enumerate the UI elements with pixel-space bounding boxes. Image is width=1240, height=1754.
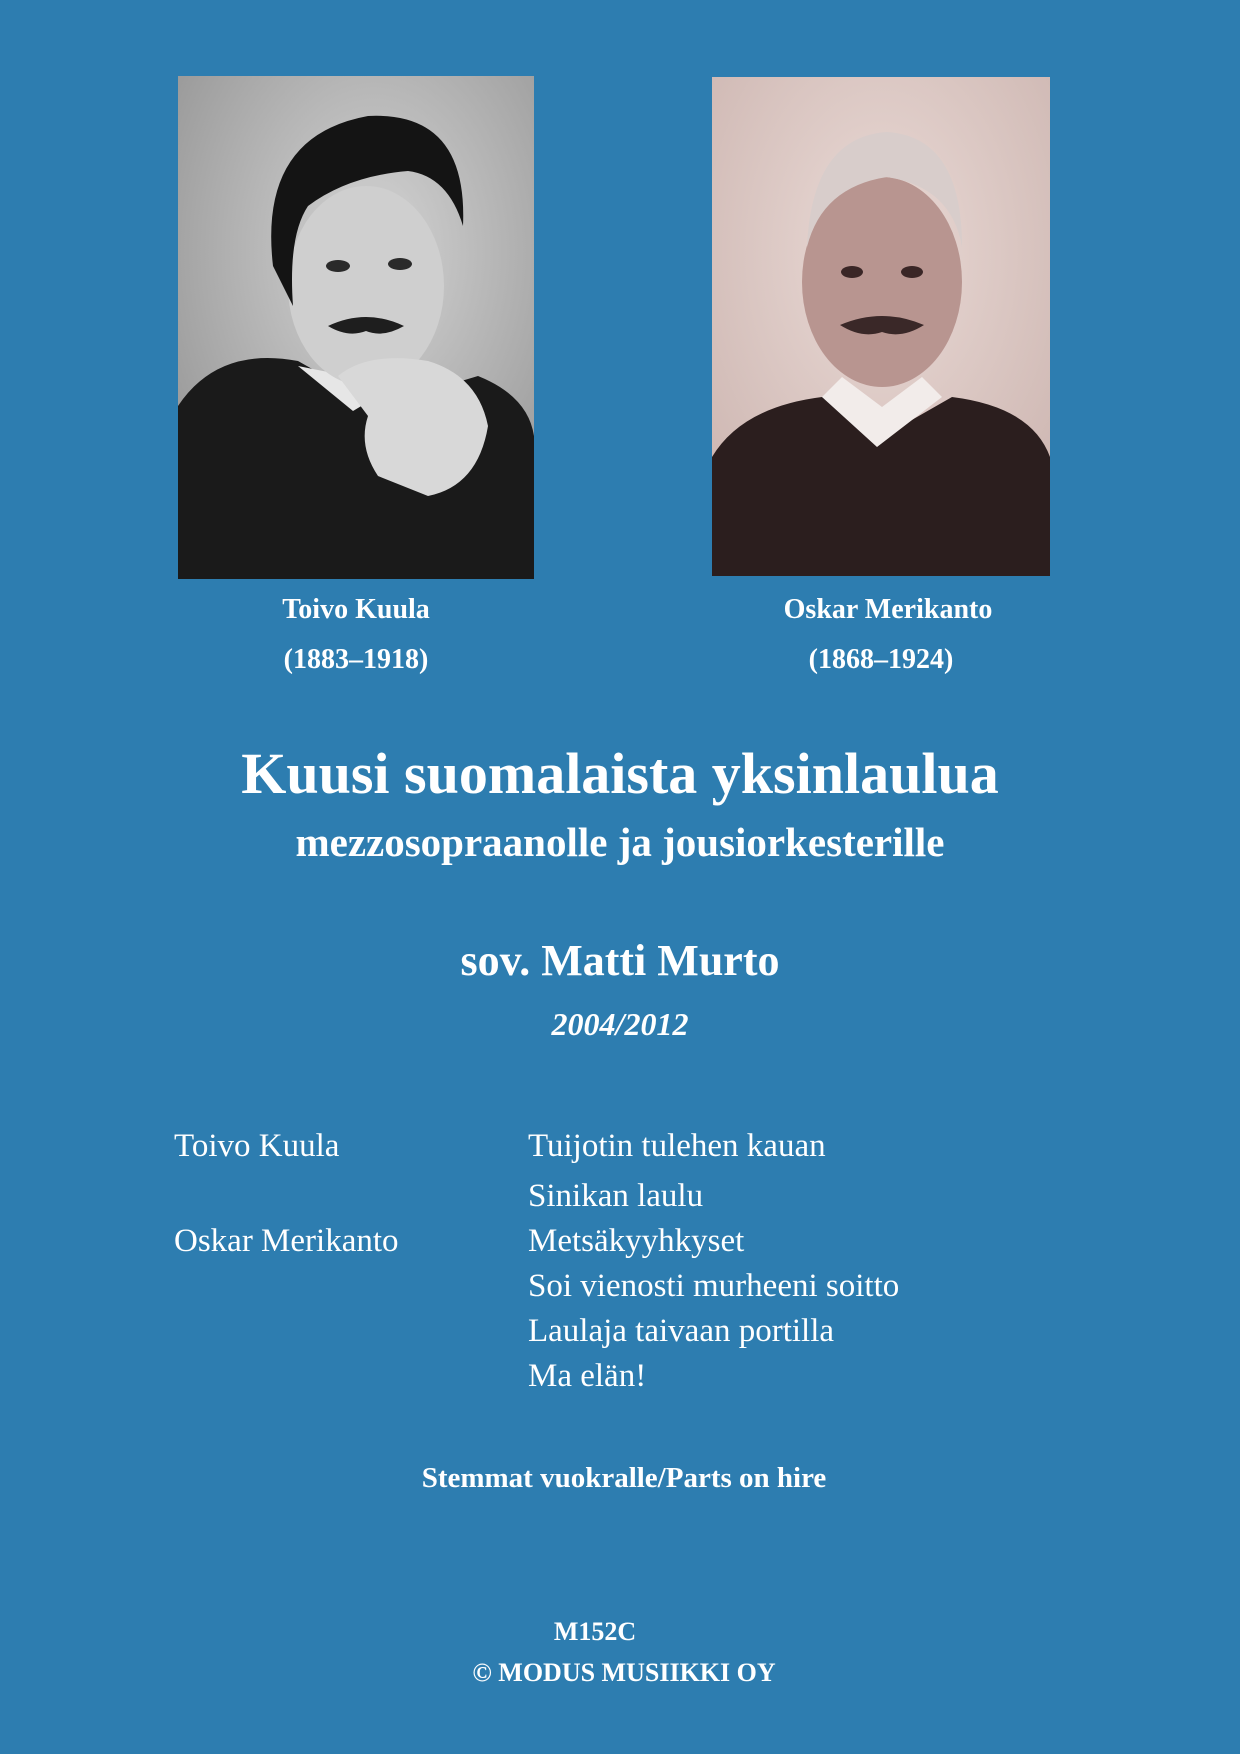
catalog-number: M152C — [553, 1617, 637, 1646]
caption-name-toivo-kuula: Toivo Kuula — [282, 594, 430, 625]
caption-years-oskar-merikanto: (1868–1924) — [808, 644, 954, 675]
year: 2004/2012 — [551, 1006, 689, 1042]
portrait-oskar-merikanto — [712, 77, 1050, 576]
portrait-photo-bw-icon — [178, 76, 534, 579]
parts-on-hire-note: Stemmat vuokralle/Parts on hire — [421, 1462, 827, 1494]
page-subtitle: mezzosopraanolle ja jousiorkesterille — [295, 819, 945, 865]
arranger: sov. Matti Murto — [460, 936, 780, 985]
song-item: Sinikan laulu — [528, 1178, 704, 1214]
song-item: Soi vienosti murheeni soitto — [528, 1268, 900, 1304]
composer-toivo-kuula: Toivo Kuula — [174, 1128, 340, 1164]
song-item: Tuijotin tulehen kauan — [528, 1128, 826, 1164]
song-item: Ma elän! — [528, 1358, 647, 1394]
composer-oskar-merikanto: Oskar Merikanto — [174, 1223, 399, 1259]
portrait-photo-sepia-icon — [712, 77, 1050, 576]
caption-years-toivo-kuula: (1883–1918) — [283, 644, 429, 675]
song-item: Metsäkyyhkyset — [528, 1223, 745, 1259]
portrait-toivo-kuula — [178, 76, 534, 579]
copyright: © MODUS MUSIIKKI OY — [472, 1658, 776, 1687]
page-title: Kuusi suomalaista yksinlaulua — [241, 741, 999, 806]
song-item: Laulaja taivaan portilla — [528, 1313, 835, 1349]
caption-name-oskar-merikanto: Oskar Merikanto — [783, 594, 993, 625]
